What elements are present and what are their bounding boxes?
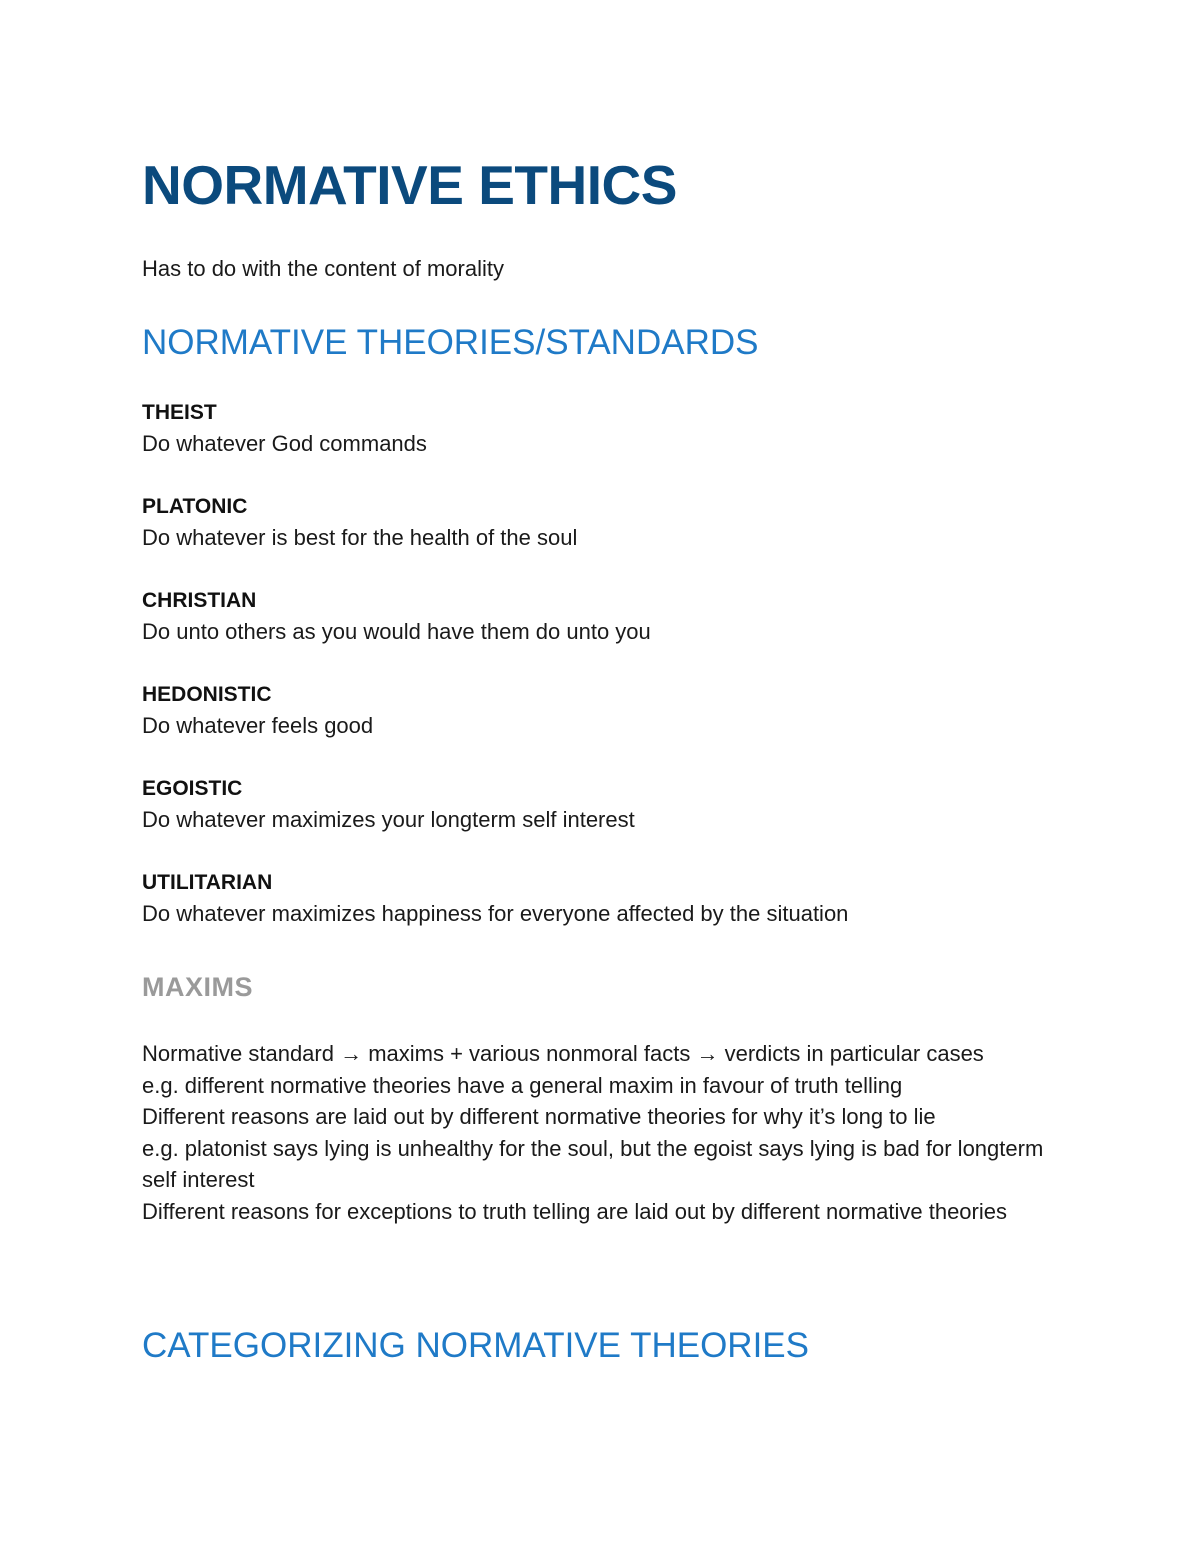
intro-text: Has to do with the content of morality: [142, 256, 504, 281]
maxims-line: Different reasons are laid out by different normative theories for why it’s long to lie: [142, 1104, 936, 1129]
page-title: NORMATIVE ETHICS: [142, 154, 677, 216]
maxims-heading: MAXIMS: [142, 972, 253, 1002]
normative-theories-heading: NORMATIVE THEORIES/STANDARDS: [142, 323, 759, 362]
theory-hedonistic: [142, 680, 1072, 742]
theory-christian: [142, 586, 1072, 648]
theory-name: UTILITARIAN: [142, 871, 273, 894]
theory-description: Do whatever maximizes happiness for everyone affected by the situation: [142, 901, 849, 926]
theory-utilitarian: [142, 868, 1072, 930]
theory-platonic: [142, 492, 1072, 554]
theory-egoistic: [142, 774, 1072, 836]
theory-name: HEDONISTIC: [142, 683, 272, 706]
theory-name: THEIST: [142, 401, 217, 424]
theory-description: Do whatever God commands: [142, 431, 427, 456]
theory-name: EGOISTIC: [142, 777, 243, 800]
maxims-line: Different reasons for exceptions to truth telling are laid out by different normative theories: [142, 1198, 1007, 1224]
maxims-line: Normative standard → maxims + various nonmoral facts → verdicts in particular cases: [142, 1041, 984, 1066]
theory-name: CHRISTIAN: [142, 589, 257, 612]
maxims-line: e.g. different normative theories have a general maxim in favour of truth telling: [142, 1072, 903, 1098]
theory-description: Do whatever is best for the health of the soul: [142, 525, 578, 550]
maxims-list: [142, 1038, 1067, 1227]
categorizing-theories-heading: CATEGORIZING NORMATIVE THEORIES: [142, 1326, 809, 1365]
theory-description: Do whatever maximizes your longterm self interest: [142, 807, 635, 832]
maxims-line: e.g. platonist says lying is unhealthy for the soul, but the egoist says lying is bad for longterm self interest: [142, 1135, 1044, 1192]
theory-name: PLATONIC: [142, 495, 248, 518]
theory-theist: [142, 398, 1072, 460]
theory-description: Do whatever feels good: [142, 713, 374, 738]
theory-description: Do unto others as you would have them do unto you: [142, 619, 651, 644]
